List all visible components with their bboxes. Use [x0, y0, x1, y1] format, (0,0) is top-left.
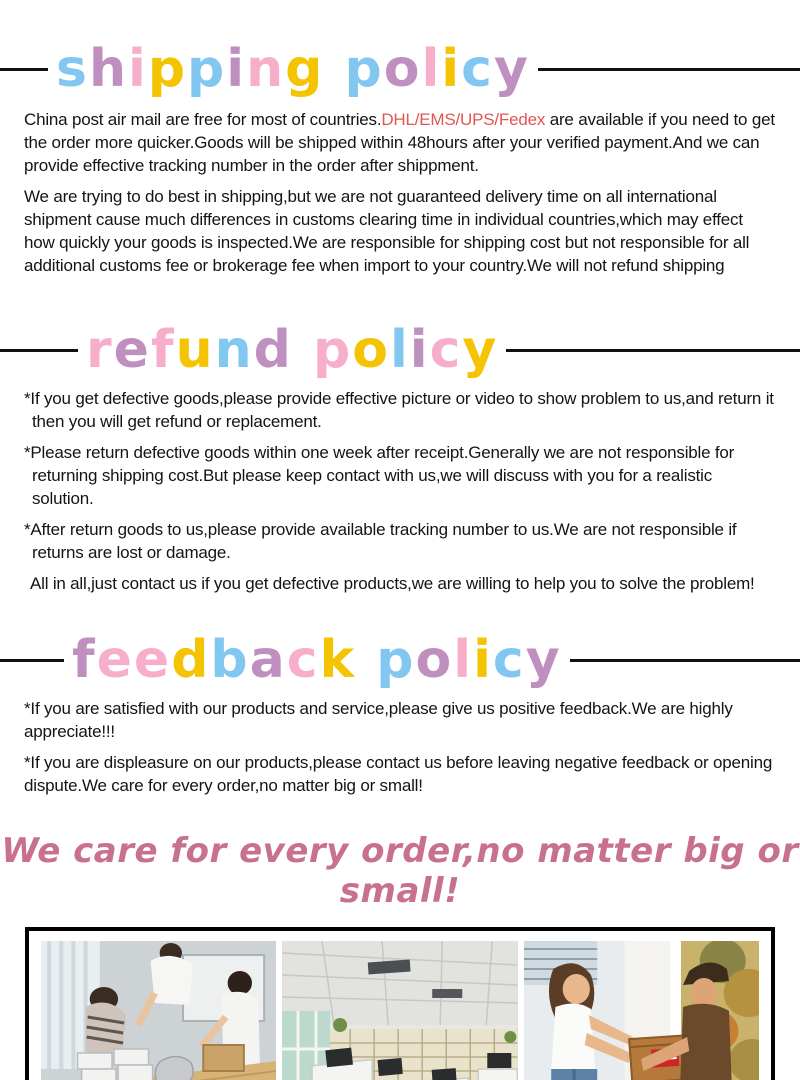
title-letter: h: [88, 39, 128, 99]
refund-policy-title: [78, 320, 506, 380]
title-letter: c: [429, 320, 463, 380]
title-letter: d: [171, 630, 211, 690]
policy-paragraph: *Please return defective goods within one week after receipt.Generally we are not responsible for returning shipping cost.But please keep contact with us,we will discuss with you for a realistic solution.: [24, 443, 735, 508]
title-letter: i: [226, 39, 247, 99]
title-rule-left: [0, 68, 48, 71]
shipping-policy-section: [0, 40, 800, 277]
title-letter: y: [493, 39, 530, 99]
title-letter: i: [441, 39, 462, 99]
title-letter: y: [525, 630, 562, 690]
title-letter: c: [492, 630, 526, 690]
title-letter: p: [376, 630, 416, 690]
title-letter: d: [253, 320, 293, 380]
feedback-policy-section: [0, 631, 800, 797]
title-letter: f: [150, 320, 176, 380]
title-letter: c: [286, 630, 320, 690]
title-letter: c: [461, 39, 494, 99]
delivery-handoff-photo: [524, 941, 759, 1080]
title-letter: g: [285, 39, 325, 99]
policy-paragraph: *If you are satisfied with our products and service,please give us positive feedback.We are highly appreciate!!!: [24, 699, 733, 741]
title-letter: s: [56, 39, 89, 99]
policy-paragraph: All in all,just contact us if you get defective products,we are willing to help you to solve the problem!: [30, 574, 755, 593]
refund-policy-title-row: [0, 321, 800, 379]
title-letter: r: [86, 320, 114, 380]
title-rule-left: [0, 349, 78, 352]
policy-paragraph: *If you get defective goods,please provide effective picture or video to show problem to us,and return it then you will get refund or replacement.: [24, 389, 774, 431]
title-letter: e: [133, 630, 172, 690]
title-rule-right: [570, 659, 800, 662]
title-letter: i: [127, 39, 148, 99]
policy-paragraph: *If you are displeasure on our products,please contact us before leaving negative feedback or opening dispute.We care for every order,no matter big or small!: [24, 753, 773, 795]
title-letter: l: [389, 320, 410, 380]
title-rule-right: [538, 68, 800, 71]
feedback-policy-title: [64, 630, 570, 690]
photo-strip: [25, 927, 775, 1080]
title-letter: f: [72, 630, 97, 690]
title-letter: l: [421, 39, 442, 99]
title-letter: e: [96, 630, 134, 690]
title-letter: [356, 630, 376, 690]
title-rule-left: [0, 659, 64, 662]
policy-paragraph: We are trying to do best in shipping,but we are not guaranteed delivery time on all international shipment cause much differences in customs clearing time in individual countries,which may effect how quickly your goods is inspected.We are responsible for shipping cost but not responsible for all additional customs fee or brokerage fee when import to your country.We will not refund shipping: [24, 187, 750, 275]
title-letter: p: [312, 320, 353, 380]
title-letter: p: [187, 39, 227, 99]
policy-paragraph: *After return goods to us,please provide available tracking number to us.We are not responsible if returns are lost or damage.: [24, 520, 737, 562]
refund-policy-text: [24, 387, 776, 595]
title-letter: p: [147, 39, 188, 99]
title-letter: k: [319, 630, 357, 690]
title-letter: u: [175, 320, 215, 380]
title-letter: [293, 320, 313, 380]
warehouse-packing-photo: [41, 941, 276, 1080]
shipping-policy-title: [48, 39, 538, 99]
title-letter: l: [453, 630, 474, 690]
policy-paragraph: China post air mail are free for most of countries.DHL/EMS/UPS/Fedex are available if you need to get the order more quicker.Goods will be shipped within 48hours after your verified payment.And we can provide effective tracking number in the order after shippment.: [24, 110, 775, 175]
feedback-policy-text: [24, 697, 776, 797]
title-letter: o: [383, 39, 422, 99]
title-letter: o: [415, 630, 454, 690]
shipping-policy-text: [24, 108, 776, 277]
care-slogan: We care for every order,no matter big or small!: [1, 831, 799, 911]
feedback-policy-title-row: [0, 631, 800, 689]
title-letter: b: [210, 630, 250, 690]
title-letter: i: [473, 630, 493, 690]
refund-policy-section: [0, 321, 800, 595]
title-letter: n: [214, 320, 254, 380]
title-letter: y: [462, 320, 499, 380]
title-letter: i: [409, 320, 430, 380]
title-letter: n: [246, 39, 286, 99]
shipping-policy-title-row: [0, 40, 800, 98]
title-letter: o: [352, 320, 390, 380]
title-rule-right: [506, 349, 800, 352]
title-letter: [324, 39, 344, 99]
title-letter: e: [113, 320, 151, 380]
title-letter: p: [344, 39, 384, 99]
office-photo: [282, 941, 517, 1080]
title-letter: a: [249, 630, 287, 690]
